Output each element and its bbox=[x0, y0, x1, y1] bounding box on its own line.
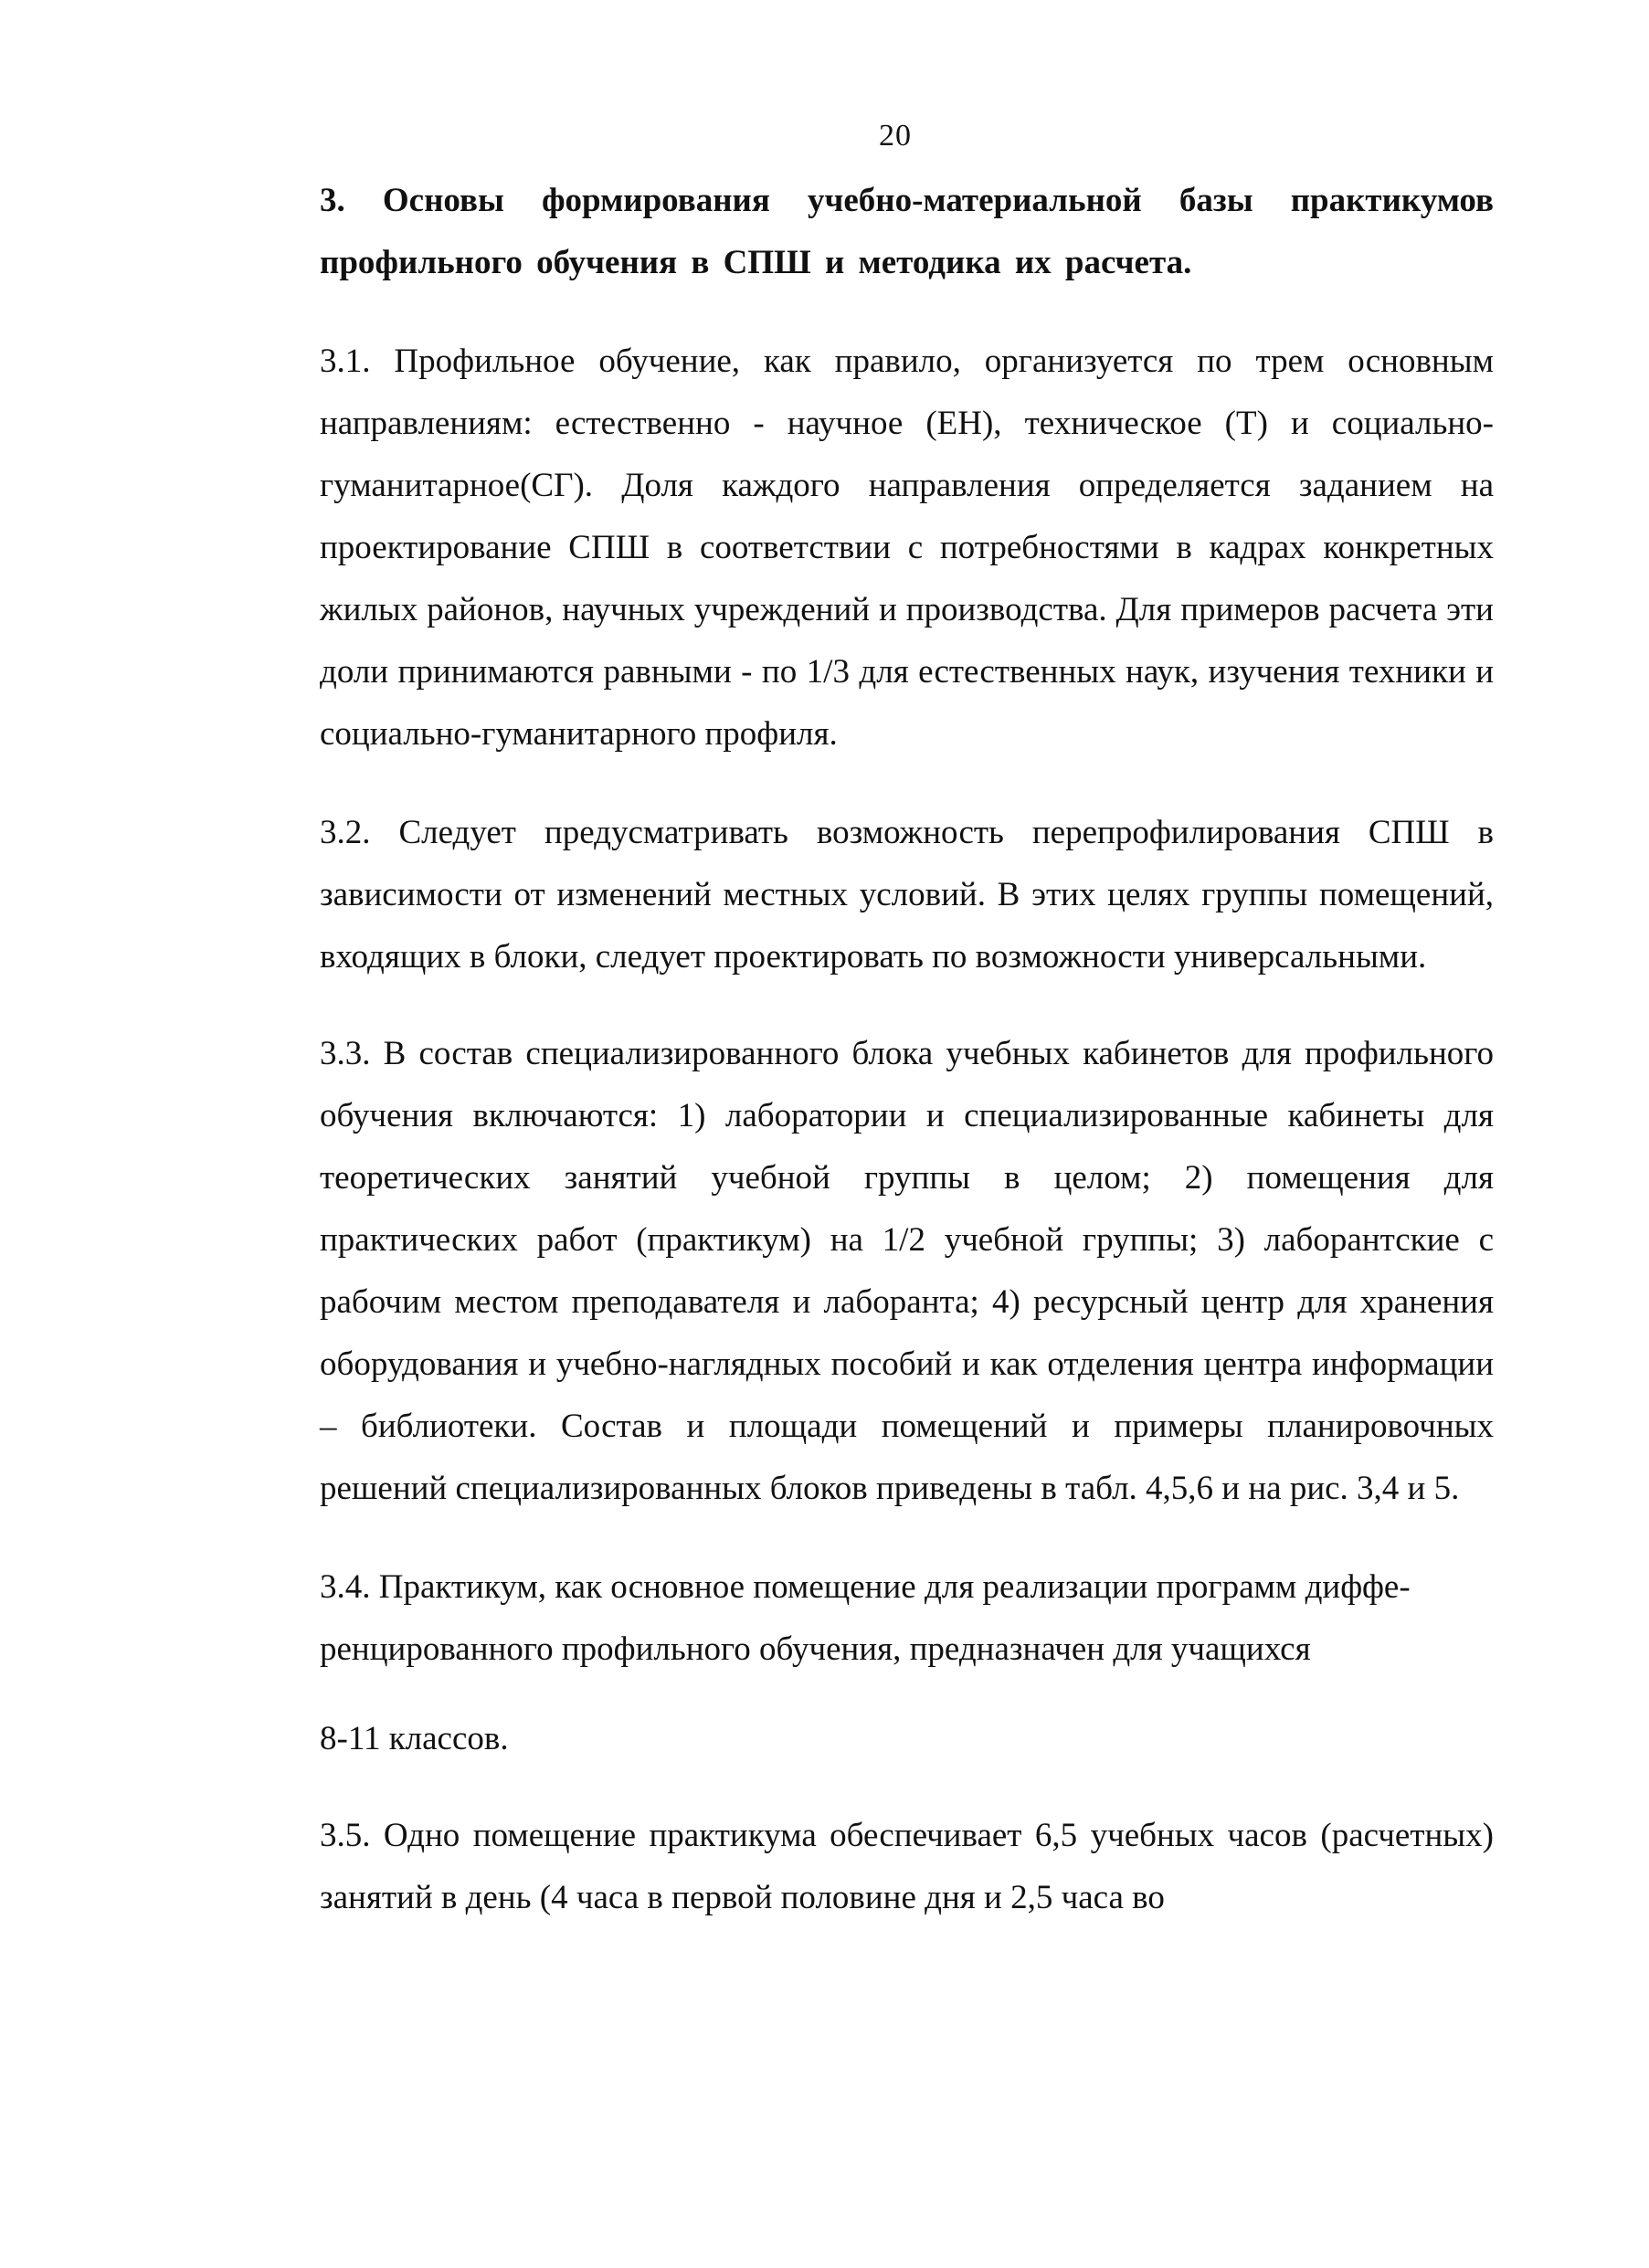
paragraph-3-4: 3.4. Практикум, как основное помещение для реализации программ диффе-ренцированного профильного обучения, предназначен для учащихся bbox=[320, 1568, 1411, 1668]
section-heading: 3. Основы формирования учебно-материальной базы практикумов профильного обучения в СПШ и методика их расчета. bbox=[320, 182, 1494, 281]
paragraph-3-1: 3.1. Профильное обучение, как правило, организуется по трем основным направлениям: естественно - научное (ЕН), техническое (Т) и социально-гуманитарное(СГ). Доля каждого направления определяется заданием на проектирование СПШ в соответствии с потребностями в кадрах конкретных жилых районов, научных учреждений и производства. Для примеров расчета эти доли принимаются равными - по 1/3 для естественных наук, изучения техники и социально-гуманитарного профиля. bbox=[320, 343, 1494, 753]
page-number: 20 bbox=[879, 119, 912, 153]
paragraph-3-4-continued: 8-11 классов. bbox=[320, 1720, 509, 1757]
page-content bbox=[320, 170, 1494, 1964]
paragraph-3-3: 3.3. В состав специализированного блока учебных кабинетов для профильного обучения включаются: 1) лаборатории и специализированные кабинеты для теоретических занятий учебной группы в целом; 2) помещения для практических работ (практикум) на 1/2 учебной группы; 3) лаборантские с рабочим местом преподавателя и лаборанта; 4) ресурсный центр для хранения оборудования и учебно-наглядных пособий и как отделения центра информации – библиотеки. Состав и площади помещений и примеры планировочных решений специализированных блоков приведены в табл. 4,5,6 и на рис. 3,4 и 5. bbox=[320, 1035, 1494, 1507]
paragraph-3-5: 3.5. Одно помещение практикума обеспечивает 6,5 учебных часов (расчетных) занятий в день (4 часа в первой половине дня и 2,5 часа во bbox=[320, 1817, 1494, 1916]
paragraph-3-2: 3.2. Следует предусматривать возможность перепрофилирования СПШ в зависимости от изменений местных условий. В этих целях группы помещений, входящих в блоки, следует проектировать по возможности универсальными. bbox=[320, 814, 1494, 976]
